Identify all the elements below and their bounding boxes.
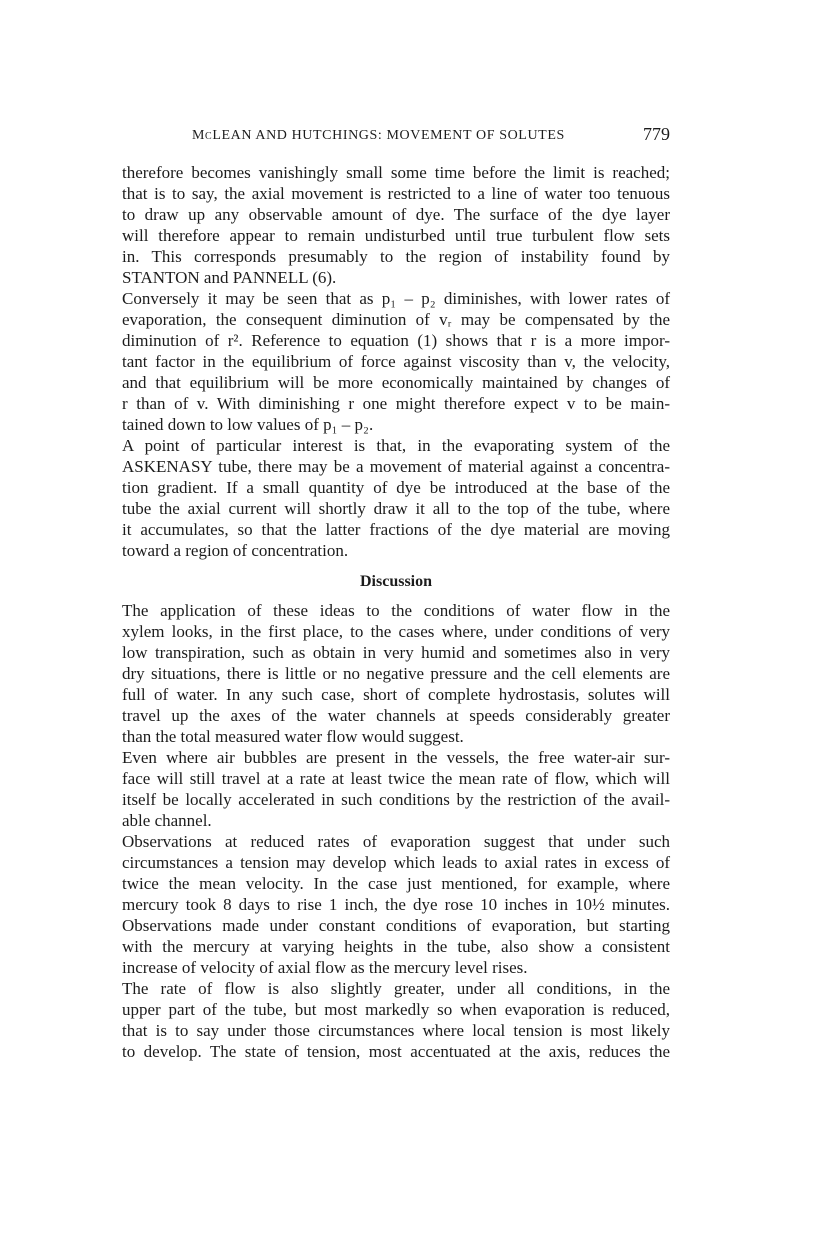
- text-line: r than of v. With diminishing r one might therefore expect v to be main-: [122, 394, 670, 413]
- text-line: dry situations, there is little or no negative pressure and the cell elements are: [122, 664, 670, 683]
- text-line: therefore becomes vanishingly small some time before the limit is reached;: [122, 163, 670, 182]
- text-line: Observations made under constant conditions of evaporation, but starting: [122, 916, 670, 935]
- text-line: mercury took 8 days to rise 1 inch, the dye rose 10 inches in 10½ minutes.: [122, 895, 670, 914]
- text-line: and that equilibrium will be more economically maintained by changes of: [122, 373, 670, 392]
- discussion-paragraph-1: [122, 600, 670, 747]
- text-line: circumstances a tension may develop which leads to axial rates in excess of: [122, 853, 670, 872]
- text-line: itself be locally accelerated in such conditions by the restriction of the avail-: [122, 790, 670, 809]
- discussion-paragraph-2: [122, 747, 670, 831]
- text-line: that is to say under those circumstances where local tension is most likely: [122, 1021, 670, 1040]
- section-heading-discussion: Discussion: [359, 573, 433, 590]
- text-line: with the mercury at varying heights in the tube, also show a consistent: [122, 937, 670, 956]
- text-line: in. This corresponds presumably to the region of instability found by: [122, 247, 670, 266]
- text-line: tained down to low values of p₁ – p₂.: [122, 415, 374, 434]
- text-line: Conversely it may be seen that as p₁ – p₂ diminishes, with lower rates of: [122, 289, 670, 308]
- paragraph-3: [122, 435, 670, 561]
- text-line: travel up the axes of the water channels at speeds considerably greater: [122, 706, 670, 725]
- text-line: to draw up any observable amount of dye. The surface of the dye layer: [122, 205, 670, 224]
- text-line: increase of velocity of axial flow as the mercury level rises.: [122, 958, 528, 977]
- text-line: xylem looks, in the first place, to the cases where, under conditions of very: [122, 622, 670, 641]
- text-line: The application of these ideas to the conditions of water flow in the: [122, 601, 670, 620]
- text-line: that is to say, the axial movement is restricted to a line of water too tenuous: [122, 184, 670, 203]
- text-line: The rate of flow is also slightly greater, under all conditions, in the: [122, 979, 670, 998]
- discussion-paragraph-3: [122, 831, 670, 978]
- running-title: McLEAN AND HUTCHINGS: MOVEMENT OF SOLUTES: [192, 128, 565, 143]
- text-line: tion gradient. If a small quantity of dye be introduced at the base of the: [122, 478, 670, 497]
- text-line: able channel.: [122, 811, 212, 830]
- text-line: than the total measured water flow would suggest.: [122, 727, 464, 746]
- text-line: tant factor in the equilibrium of force against viscosity than v, the velocity,: [122, 352, 670, 371]
- text-line: ASKENASY tube, there may be a movement of material against a concentra-: [122, 457, 670, 476]
- text-line: it accumulates, so that the latter fractions of the dye material are moving: [122, 520, 670, 539]
- text-line: A point of particular interest is that, in the evaporating system of the: [122, 436, 670, 455]
- text-line: face will still travel at a rate at least twice the mean rate of flow, which will: [122, 769, 670, 788]
- text-line: to develop. The state of tension, most accentuated at the axis, reduces the: [122, 1042, 670, 1061]
- text-line: will therefore appear to remain undisturbed until true turbulent flow sets: [122, 226, 670, 245]
- body-text: [122, 162, 670, 1062]
- text-line: toward a region of concentration.: [122, 541, 349, 560]
- text-line: upper part of the tube, but most markedly so when evaporation is reduced,: [122, 1000, 670, 1019]
- text-line: low transpiration, such as obtain in very humid and sometimes also in very: [122, 643, 670, 662]
- discussion-paragraph-4: [122, 978, 670, 1062]
- text-line: evaporation, the consequent diminution of vᵣ may be compensated by the: [122, 310, 670, 329]
- text-line: tube the axial current will shortly draw it all to the top of the tube, where: [122, 499, 670, 518]
- text-line: diminution of r². Reference to equation (1) shows that r is a more impor-: [122, 331, 670, 350]
- page-number: 779: [643, 124, 670, 144]
- paragraph-2: [122, 288, 670, 435]
- text-line: STANTON and PANNELL (6).: [122, 268, 337, 287]
- text-line: twice the mean velocity. In the case just mentioned, for example, where: [122, 874, 670, 893]
- text-line: full of water. In any such case, short of complete hydrostasis, solutes will: [122, 685, 670, 704]
- paragraph-1: [122, 162, 670, 288]
- text-line: Observations at reduced rates of evaporation suggest that under such: [122, 832, 670, 851]
- text-line: Even where air bubbles are present in the vessels, the free water-air sur-: [122, 748, 670, 767]
